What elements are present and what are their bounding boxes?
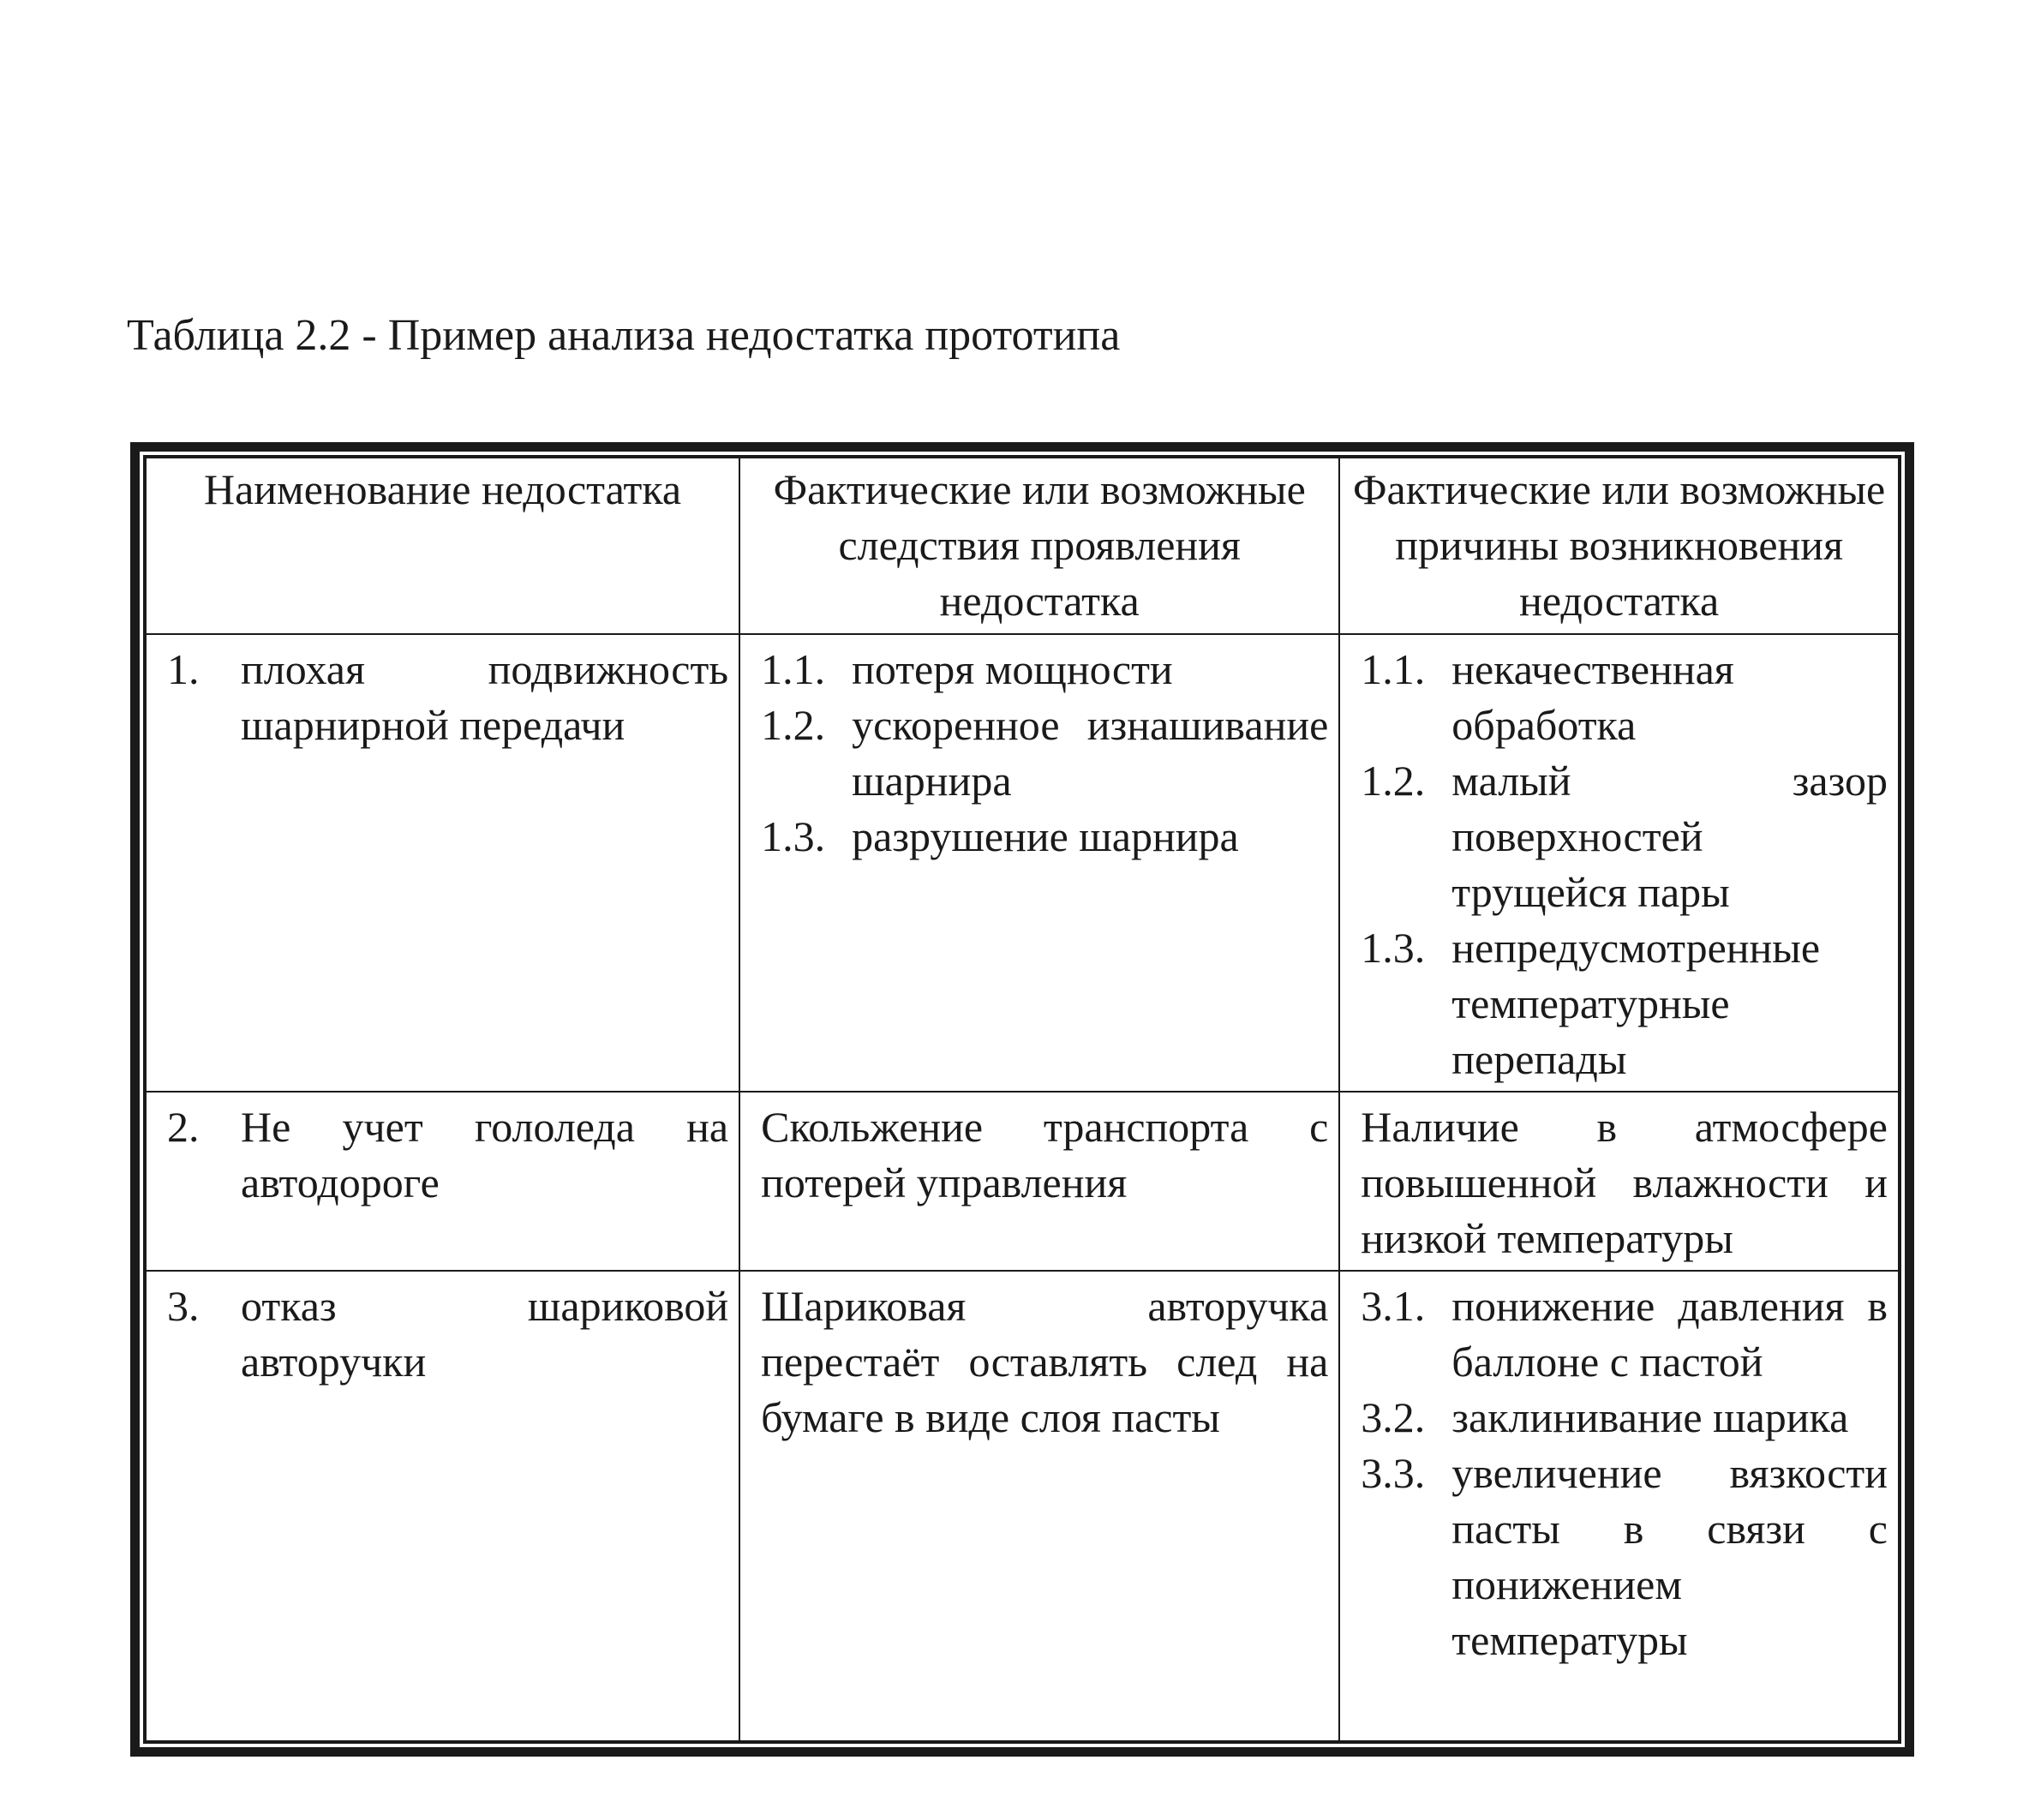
table-row xyxy=(146,1092,1899,1271)
item-text: малый зазор поверхностей трущейся пары xyxy=(1451,757,1888,916)
cell-consequences xyxy=(739,634,1339,1092)
cell-causes xyxy=(1339,1271,1899,1741)
cell-causes xyxy=(1339,634,1899,1092)
item-number: 3.3. xyxy=(1361,1449,1426,1497)
item-number: 1.2. xyxy=(761,701,826,749)
table-caption: Таблица 2.2 - Пример анализа недостатка прототипа xyxy=(127,311,1121,360)
cell-text: Шариковая авторучка перестаёт оставлять след на бумаге в виде слоя пасты xyxy=(761,1282,1329,1441)
item-text: понижение давления в баллоне с пастой xyxy=(1451,1282,1888,1386)
cell-consequences xyxy=(739,1092,1339,1271)
cell-defect xyxy=(146,634,739,1092)
header-consequences: Фактические или возможные следствия проявления недостатка xyxy=(739,458,1339,634)
cell-consequences xyxy=(739,1271,1339,1741)
item-number: 3.2. xyxy=(1361,1393,1426,1441)
item-number: 1.3. xyxy=(1361,924,1426,972)
item-text: плохая подвижность шарнирной передачи xyxy=(241,645,729,749)
table-row xyxy=(146,1271,1899,1741)
cell-text: Наличие в атмосфере повышенной влажности и низкой температуры xyxy=(1361,1103,1888,1262)
item-text: заклинивание шарика xyxy=(1451,1393,1849,1441)
item-text: непредусмотренные температурные перепады xyxy=(1451,924,1821,1083)
item-number: 2. xyxy=(167,1103,200,1151)
table-row xyxy=(146,634,1899,1092)
header-causes: Фактические или возможные причины возникновения недостатка xyxy=(1339,458,1899,634)
defect-analysis-table xyxy=(130,442,1914,1757)
item-number: 1. xyxy=(167,645,200,693)
item-text: потеря мощности xyxy=(852,645,1173,693)
item-number: 3. xyxy=(167,1282,200,1330)
item-text: Не учет гололеда на автодороге xyxy=(241,1103,729,1206)
cell-causes xyxy=(1339,1092,1899,1271)
header-defect-name: Наименование недостатка xyxy=(146,458,739,634)
table-header-row xyxy=(146,458,1899,634)
item-text: увеличение вязкости пасты в связи с понижением температуры xyxy=(1451,1449,1888,1664)
item-number: 1.1. xyxy=(761,645,826,693)
item-text: ускоренное изнашивание шарнира xyxy=(852,701,1329,805)
item-number: 1.1. xyxy=(1361,645,1426,693)
cell-defect xyxy=(146,1271,739,1741)
item-text: разрушение шарнира xyxy=(852,812,1239,860)
item-text: некачественная обработка xyxy=(1451,645,1734,749)
item-text: отказ шариковой авторучки xyxy=(241,1282,729,1386)
item-number: 3.1. xyxy=(1361,1282,1426,1330)
item-number: 1.3. xyxy=(761,812,826,860)
item-number: 1.2. xyxy=(1361,757,1426,805)
cell-defect xyxy=(146,1092,739,1271)
table-grid xyxy=(145,457,1900,1742)
cell-text: Скольжение транспорта с потерей управления xyxy=(761,1103,1329,1206)
